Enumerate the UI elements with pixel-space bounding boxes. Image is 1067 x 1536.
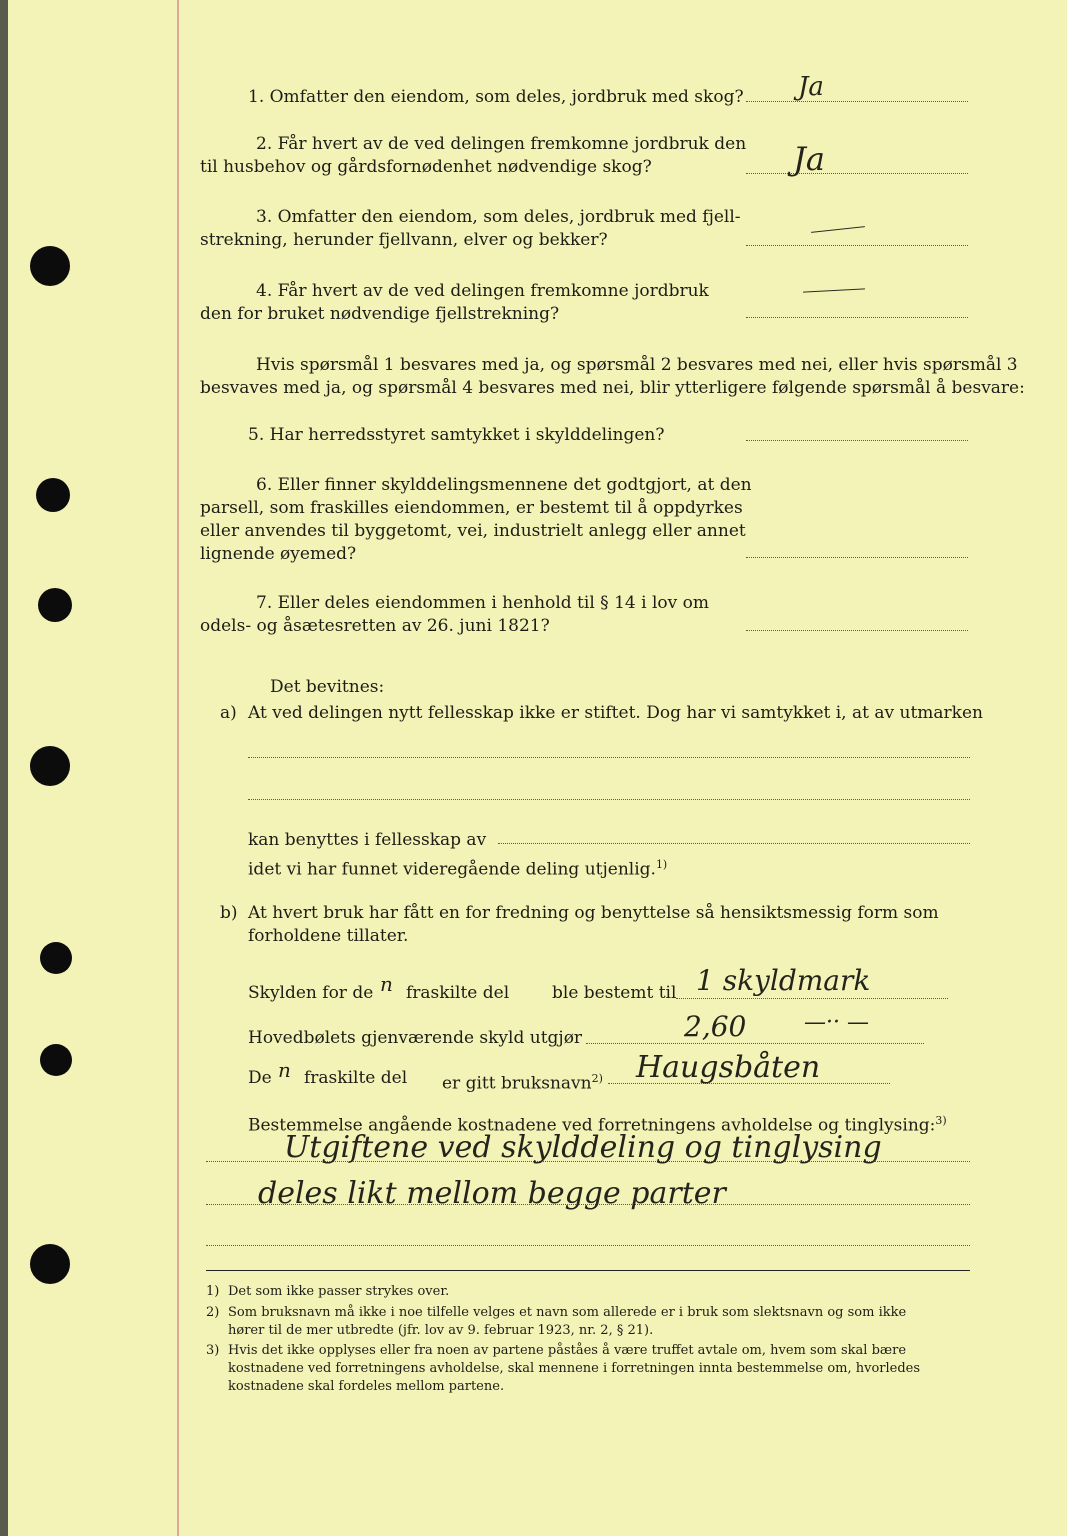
answer-line-4	[746, 317, 968, 318]
answer-1: Ja	[798, 72, 824, 102]
answer-line-3	[746, 245, 968, 246]
kostnad-value-line-2: deles likt mellom begge parter	[258, 1176, 726, 1211]
punch-hole-7	[30, 1244, 70, 1284]
punch-hole-6	[40, 1044, 72, 1076]
skyld-label-3: De	[248, 1068, 272, 1088]
clause-a-label: a)	[220, 703, 237, 723]
answer-3-dash	[811, 226, 865, 233]
answer-2: Ja	[793, 140, 825, 178]
answer-line-5	[746, 440, 968, 441]
question-2-line-2: til husbehov og gårdsfornødenhet nødvendige skog?	[200, 157, 652, 177]
footnote-3-line-1: Hvis det ikke opplyses eller fra noen av partene påståes å være truffet avtale om, hvem som skal bære	[228, 1343, 907, 1358]
question-6-line-1: 6. Eller finner skylddelingsmennene det godtgjort, at den	[256, 475, 752, 495]
question-7-line-2: odels- og åsætesretten av 26. juni 1821?	[200, 616, 550, 636]
kostnad-value-line-1: Utgiftene ved skylddeling og tinglysing	[284, 1130, 882, 1165]
answer-4-dash	[803, 288, 865, 292]
punch-hole-5	[40, 942, 72, 974]
clause-a-line-3-fill	[498, 843, 970, 844]
skyld-label-2: Hovedbølets gjenværende skyld utgjør	[248, 1028, 583, 1048]
skyld-label-1b: fraskilte del	[406, 983, 510, 1003]
punch-hole-1	[30, 246, 70, 286]
condition-line-1: Hvis spørsmål 1 besvares med ja, og spørsmål 2 besvares med nei, eller hvis spørsmål 3	[256, 355, 1018, 375]
clause-a-line-2	[248, 799, 970, 800]
footnote-divider	[206, 1270, 970, 1271]
answer-line-7	[746, 630, 968, 631]
skyld-label-4-text: Bestemmelse angående kostnadene ved forretningens avholdelse og tinglysing:	[248, 1115, 936, 1136]
skyld-line-2	[586, 1043, 924, 1044]
clause-b-label: b)	[220, 903, 238, 923]
question-4-line-2: den for bruket nødvendige fjellstrekning?	[200, 304, 560, 324]
margin-line	[177, 0, 179, 1536]
skyld-line-1	[676, 998, 948, 999]
question-3-line-1: 3. Omfatter den eiendom, som deles, jordbruk med fjell-	[256, 207, 741, 227]
footnote-3-line-3: kostnadene skal fordeles mellom partene.	[228, 1379, 505, 1394]
skyld-label-3b: fraskilte del	[304, 1068, 408, 1088]
skyld-label-1: Skylden for de	[248, 983, 374, 1003]
skyld-label-3-hand: n	[278, 1058, 291, 1082]
question-5: 5. Har herredsstyret samtykket i skylddelingen?	[248, 425, 665, 445]
footnote-2-line-1: Som bruksnavn må ikke i noe tilfelle velges et navn som allerede er i bruk som slektsnavn og som ikke	[228, 1305, 907, 1320]
skyld-value-1: 1 skyldmark	[696, 964, 871, 997]
answer-line-2	[746, 173, 968, 174]
footnote-3-mark: 3)	[206, 1343, 220, 1358]
footnote-3-line-2: kostnadene ved forretningens avholdelse, skal mennene i forretningen innta bestemmelse om, hvorledes	[228, 1361, 921, 1376]
skyld-label-1-hand: n	[380, 972, 393, 996]
skyld-label-1c: ble bestemt til	[552, 983, 677, 1003]
condition-line-2: besvaves med ja, og spørsmål 4 besvares med nei, blir ytterligere følgende spørsmål å besvare:	[200, 378, 1025, 398]
footnote-ref-2: 2)	[591, 1072, 603, 1085]
skyld-label-3c-text: er gitt bruksnavn	[442, 1073, 592, 1094]
footnote-1-mark: 1)	[206, 1284, 220, 1299]
clause-a-line-1	[248, 757, 970, 758]
footnote-1: Det som ikke passer strykes over.	[228, 1284, 450, 1299]
question-2-line-1: 2. Får hvert av de ved delingen fremkomne jordbruk den	[256, 134, 747, 154]
clause-a-text: At ved delingen nytt fellesskap ikke er stiftet. Dog har vi samtykket i, at av utmarken	[248, 703, 983, 723]
question-6-line-3: eller anvendes til byggetomt, vei, industrielt anlegg eller annet	[200, 521, 746, 541]
punch-hole-3	[38, 588, 72, 622]
question-4-line-1: 4. Får hvert av de ved delingen fremkomne jordbruk	[256, 281, 709, 301]
punch-hole-4	[30, 746, 70, 786]
answer-line-6	[746, 557, 968, 558]
skyld-label-3c	[442, 1067, 603, 1096]
bevitnes-heading: Det bevitnes:	[270, 677, 385, 697]
question-1: 1. Omfatter den eiendom, som deles, jordbruk med skog?	[248, 87, 744, 107]
question-6-line-4: lignende øyemed?	[200, 544, 357, 564]
skyld-value-3: Haugsbåten	[636, 1050, 821, 1085]
footnote-2-mark: 2)	[206, 1305, 220, 1320]
footnote-ref-3: 3)	[935, 1114, 947, 1127]
clause-b-line-2: forholdene tillater.	[248, 926, 409, 946]
skyld-value-2: 2,60	[684, 1010, 747, 1043]
footnote-ref-1: 1)	[655, 858, 668, 871]
document-page	[8, 0, 1067, 1536]
question-7-line-1: 7. Eller deles eiendommen i henhold til § 14 i lov om	[256, 593, 709, 613]
clause-a-line-4	[248, 853, 667, 882]
clause-a-line-3: kan benyttes i fellesskap av	[248, 830, 487, 850]
clause-a-line-4-text: idet vi har funnet videregående deling utjenlig.	[248, 859, 656, 880]
footnote-2-line-2: hører til de mer utbredte (jfr. lov av 9. februar 1923, nr. 2, § 21).	[228, 1323, 654, 1338]
punch-hole-2	[36, 478, 70, 512]
question-6-line-2: parsell, som fraskilles eiendommen, er bestemt til å oppdyrkes	[200, 498, 743, 518]
question-3-line-2: strekning, herunder fjellvann, elver og bekker?	[200, 230, 608, 250]
skyld-value-2-extra: —·· —	[804, 1010, 869, 1035]
answer-line-1	[746, 101, 968, 102]
clause-b-line-1: At hvert bruk har fått en for fredning og benyttelse så hensiktsmessig form som	[248, 903, 939, 923]
kostnad-line-3	[206, 1245, 970, 1246]
